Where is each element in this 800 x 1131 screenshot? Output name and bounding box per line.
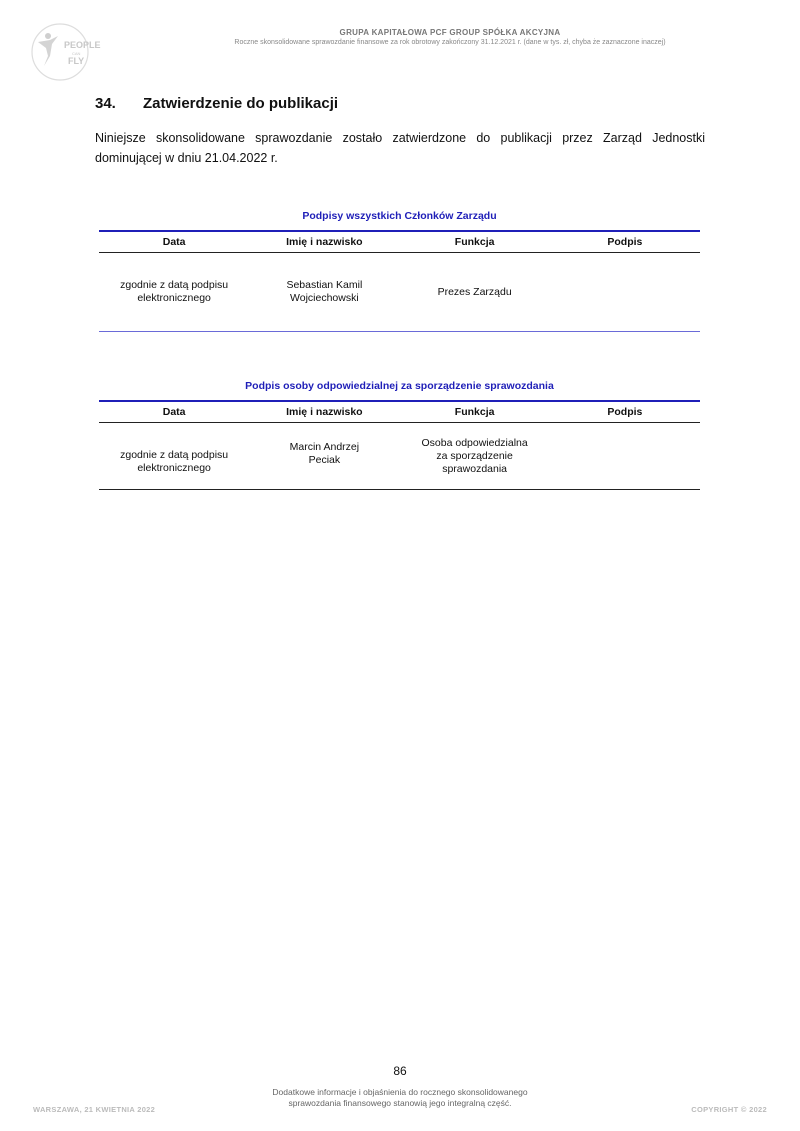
date-line: elektronicznego (137, 462, 211, 474)
header-signature: Podpis (550, 401, 700, 423)
name-line: Marcin Andrzej (289, 441, 360, 453)
board-signatures-table (99, 230, 700, 332)
function-line: sprawozdania (442, 462, 508, 475)
cell-function (400, 253, 550, 332)
function-line: Osoba odpowiedzialna (421, 436, 528, 449)
header-name: Imię i nazwisko (249, 401, 399, 423)
name-line: Sebastian Kamil (286, 279, 363, 291)
date-line: zgodnie z datą podpisu (120, 279, 229, 291)
logo-word-can: CAN (72, 51, 81, 56)
company-logo (30, 22, 101, 82)
cell-name (249, 423, 399, 490)
function-line: Prezes Zarządu (437, 285, 512, 298)
footer-location-date: WARSZAWA, 21 KWIETNIA 2022 (33, 1105, 156, 1114)
cell-date (99, 253, 249, 332)
page-number: 86 (393, 1064, 407, 1078)
footer-note-line: sprawozdania finansowego stanowią jego integralną część. (288, 1098, 512, 1108)
table-row (99, 423, 700, 490)
cell-date (99, 423, 249, 490)
preparer-signature-table (99, 400, 700, 490)
header-function: Funkcja (400, 401, 550, 423)
header-date: Data (99, 231, 249, 253)
function-line: za sporządzenie (436, 449, 513, 462)
report-subtitle: Roczne skonsolidowane sprawozdanie finansowe za rok obrotowy zakończony 31.12.2021 r. (dane w tys. zł, chyba że zaznaczone inaczej) (234, 39, 666, 46)
company-name: GRUPA KAPITAŁOWA PCF GROUP SPÓŁKA AKCYJNA (339, 28, 561, 37)
cell-name (249, 253, 399, 332)
footer-note (230, 1087, 570, 1109)
header-date: Data (99, 401, 249, 423)
preparer-signature-block (99, 380, 700, 490)
name-line: Wojciechowski (290, 292, 359, 304)
section-title: Zatwierdzenie do publikacji (143, 95, 339, 112)
section-number: 34. (95, 95, 116, 112)
cell-function (400, 423, 550, 490)
logo-word-people: PEOPLE (64, 40, 101, 50)
section-heading (95, 95, 338, 112)
page-header (100, 28, 800, 46)
date-line: zgodnie z datą podpisu (120, 449, 229, 461)
cell-signature (550, 253, 700, 332)
preparer-signature-caption: Podpis osoby odpowiedzialnej za sporządzenie sprawozdania (245, 380, 554, 392)
cell-signature (550, 423, 700, 490)
header-signature: Podpis (550, 231, 700, 253)
board-signatures-caption: Podpisy wszystkich Członków Zarządu (302, 210, 497, 222)
header-function: Funkcja (400, 231, 550, 253)
table-row (99, 253, 700, 332)
name-line: Peciak (308, 454, 341, 466)
board-signatures-block (99, 210, 700, 332)
table-header-row (99, 231, 700, 253)
footer-copyright: COPYRIGHT © 2022 (691, 1105, 767, 1114)
people-can-fly-logo-icon (30, 22, 101, 82)
header-name: Imię i nazwisko (249, 231, 399, 253)
section-body: Niniejsze skonsolidowane sprawozdanie zostało zatwierdzone do publikacji przez Zarząd Jednostki dominującej w dniu 21.04.2022 r. (95, 131, 705, 165)
logo-word-fly: FLY (68, 56, 85, 66)
table-header-row (99, 401, 700, 423)
date-line: elektronicznego (137, 292, 211, 304)
footer-note-line: Dodatkowe informacje i objaśnienia do rocznego skonsolidowanego (272, 1087, 528, 1097)
